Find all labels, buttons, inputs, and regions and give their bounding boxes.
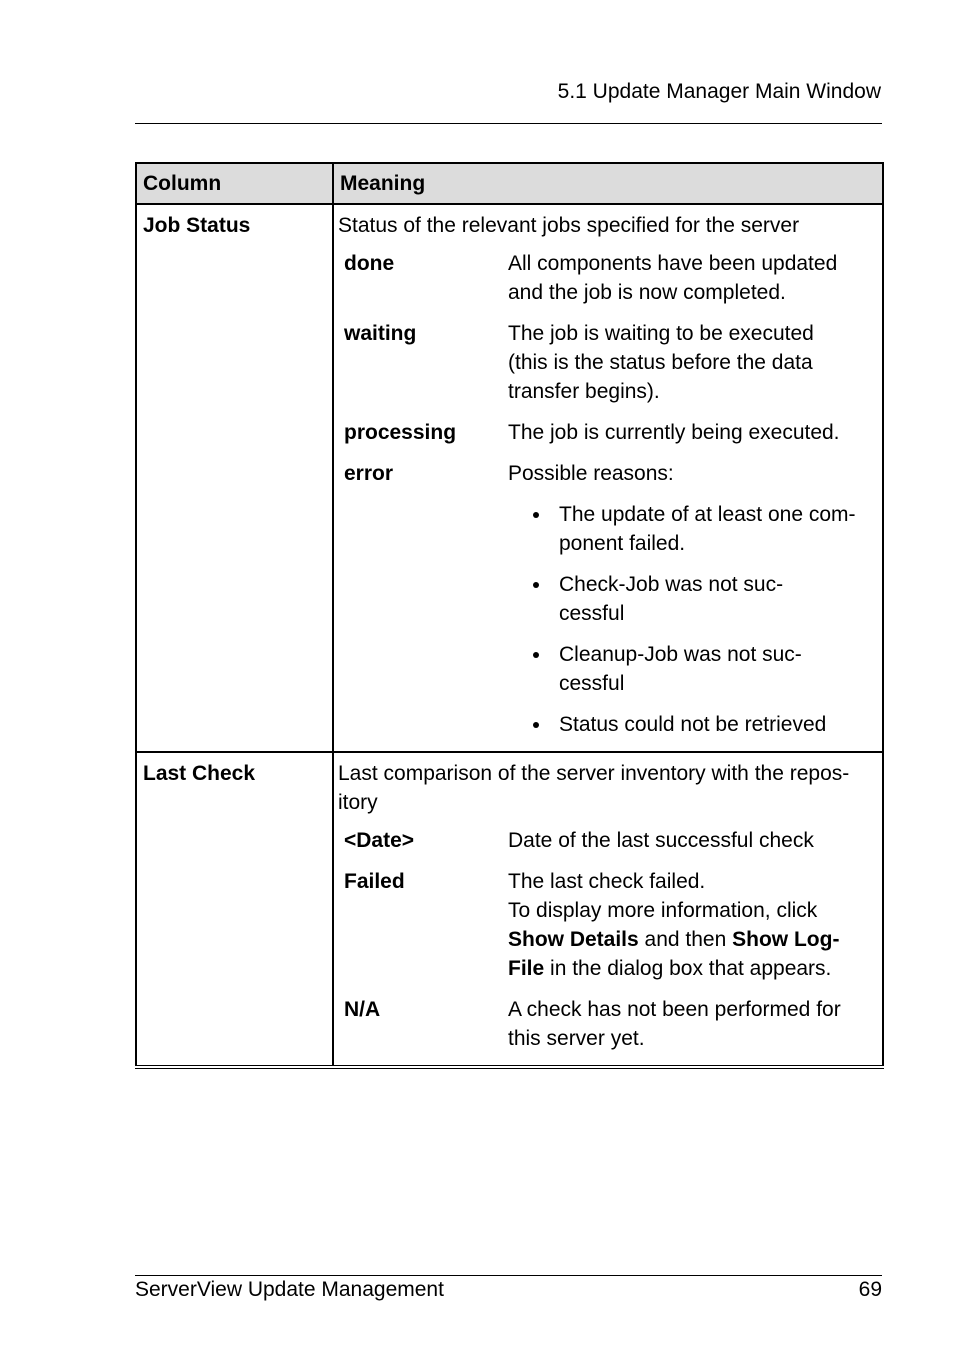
check-definition: Date of the last successful check — [508, 829, 814, 852]
list-item — [508, 500, 874, 558]
table-row — [136, 752, 883, 1067]
footer-product-name: ServerView Update Management — [135, 1278, 444, 1301]
list-item — [508, 710, 874, 739]
bullet-line: The update of at least one com- — [559, 503, 856, 526]
definition-line: (this is the status before the data — [508, 351, 813, 374]
definition-line — [508, 954, 874, 983]
status-term: error — [344, 462, 394, 485]
status-definition — [508, 418, 882, 447]
status-term: waiting — [344, 322, 417, 345]
bullet-line: Cleanup-Job was not suc- — [559, 643, 802, 666]
definition-line: The job is waiting to be executed — [508, 322, 814, 345]
check-term: Failed — [344, 870, 405, 893]
intro-line: itory — [338, 791, 378, 814]
check-item-failed — [338, 867, 882, 983]
meaning-job-status — [333, 204, 883, 752]
bullet-line: ponent failed. — [559, 532, 686, 555]
page-number: 69 — [858, 1278, 882, 1301]
bullet-icon — [533, 722, 539, 728]
term-last-check: Last Check — [136, 752, 333, 1067]
footer-rule — [135, 1275, 882, 1276]
term-job-status: Job Status — [136, 204, 333, 752]
definition-line: To display more information, click — [508, 899, 818, 922]
definition-line — [508, 925, 874, 954]
definition-line: transfer begins). — [508, 380, 660, 403]
definition-line: A check has not been performed for — [508, 998, 841, 1021]
bullet-line: cessful — [559, 602, 625, 625]
intro-line: Last comparison of the server inventory with the repos- — [338, 762, 850, 785]
status-item-error — [338, 459, 882, 739]
check-item-date — [338, 826, 882, 855]
show-logfile-label-cont: File — [508, 957, 545, 980]
meaning-header: Meaning — [333, 163, 883, 204]
meaning-last-check — [333, 752, 883, 1067]
meaning-intro — [338, 759, 882, 817]
check-term: <Date> — [344, 829, 415, 852]
bullet-line: Status could not be retrieved — [559, 713, 827, 736]
list-item — [508, 640, 874, 698]
bullet-line: cessful — [559, 672, 625, 695]
status-item-done — [338, 249, 882, 307]
show-details-label: Show Details — [508, 928, 639, 951]
meaning-intro: Status of the relevant jobs specified for the server — [338, 214, 800, 237]
check-definition — [508, 867, 882, 983]
list-item — [508, 570, 874, 628]
running-header: 5.1 Update Manager Main Window — [557, 80, 881, 103]
bullet-icon — [533, 652, 539, 658]
status-term: processing — [344, 421, 457, 444]
definition-line: The last check failed. — [508, 870, 706, 893]
definition-line: The job is currently being executed. — [508, 421, 840, 444]
error-reasons-list — [508, 500, 874, 739]
definition-line: this server yet. — [508, 1027, 645, 1050]
show-logfile-label: Show Log- — [732, 928, 840, 951]
bullet-icon — [533, 512, 539, 518]
definition-line: and the job is now completed. — [508, 281, 786, 304]
tail-text: in the dialog box that appears. — [544, 957, 832, 980]
definition-line: Possible reasons: — [508, 462, 674, 485]
bullet-line: Check-Job was not suc- — [559, 573, 784, 596]
status-item-processing — [338, 418, 882, 447]
check-term: N/A — [344, 998, 381, 1021]
check-item-na — [338, 995, 882, 1053]
table-row — [136, 204, 883, 752]
status-definition — [508, 249, 882, 307]
status-item-waiting — [338, 319, 882, 406]
check-definition — [508, 995, 882, 1053]
table — [135, 162, 884, 1069]
definition-line: All components have been updated — [508, 252, 838, 275]
table-header-row — [136, 163, 883, 204]
bullet-icon — [533, 582, 539, 588]
status-term: done — [344, 252, 395, 275]
status-definition — [508, 319, 882, 406]
connector-text: and then — [638, 928, 733, 951]
header-rule — [135, 123, 882, 124]
column-header: Column — [136, 163, 333, 204]
status-definition — [508, 459, 882, 739]
column-meaning-table — [135, 162, 882, 1069]
